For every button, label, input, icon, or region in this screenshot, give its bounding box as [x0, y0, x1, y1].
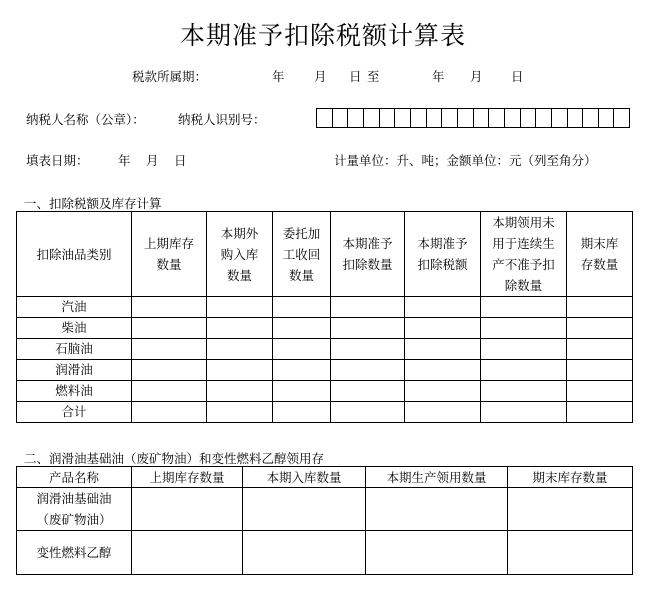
input-cell[interactable]	[405, 297, 481, 318]
row-label-naphtha: 石脑油	[17, 339, 132, 360]
input-cell[interactable]	[132, 381, 207, 402]
fill-date-month: 月	[146, 153, 159, 168]
fill-date-label: 填表日期：	[26, 153, 89, 168]
input-cell[interactable]	[243, 488, 366, 531]
deduction-table	[16, 211, 633, 423]
col-header-prior-stock: 上期库存 数量	[132, 212, 207, 297]
input-cell[interactable]	[567, 297, 633, 318]
input-cell[interactable]	[508, 488, 633, 531]
section1-heading: 一、扣除税额及库存计算	[24, 196, 162, 211]
units-note: 计量单位：升、吨；金额单位：元（列至角分）	[334, 153, 597, 168]
input-cell[interactable]	[405, 360, 481, 381]
input-cell[interactable]	[331, 360, 405, 381]
table-row	[17, 488, 633, 531]
deduction-table-header	[17, 212, 633, 297]
row-label-lubricant: 润滑油	[17, 360, 132, 381]
col-header-consigned: 委托加 工收回 数量	[273, 212, 331, 297]
input-cell[interactable]	[132, 318, 207, 339]
input-cell[interactable]	[132, 297, 207, 318]
table-row	[17, 360, 633, 381]
col-header-purchased: 本期外 购入库 数量	[207, 212, 273, 297]
input-cell[interactable]	[132, 339, 207, 360]
input-cell[interactable]	[207, 381, 273, 402]
table-row	[17, 318, 633, 339]
col-header-prior-stock-qty: 上期库存数量	[132, 467, 243, 488]
section2-heading: 二、润滑油基础油（废矿物油）和变性燃料乙醇领用存	[24, 451, 325, 466]
page-title: 本期准予扣除税额计算表	[179, 21, 466, 50]
base-oil-table-header	[17, 467, 633, 488]
input-cell[interactable]	[508, 531, 633, 575]
period-start-day: 日	[349, 69, 362, 84]
period-label: 税款所属期：	[132, 69, 208, 84]
input-cell[interactable]	[331, 318, 405, 339]
input-cell[interactable]	[567, 402, 633, 423]
period-end-year: 年	[432, 69, 445, 84]
input-cell[interactable]	[481, 297, 567, 318]
input-cell[interactable]	[567, 339, 633, 360]
col-header-oil-category: 扣除油品类别	[17, 212, 132, 297]
row-label-diesel: 柴油	[17, 318, 132, 339]
col-header-deductible-tax: 本期准予 扣除税额	[405, 212, 481, 297]
fill-date-day: 日	[174, 153, 187, 168]
input-cell[interactable]	[405, 339, 481, 360]
base-oil-table	[16, 466, 633, 575]
input-cell[interactable]	[567, 381, 633, 402]
input-cell[interactable]	[273, 381, 331, 402]
fill-date-year: 年	[118, 153, 131, 168]
input-cell[interactable]	[132, 360, 207, 381]
input-cell[interactable]	[567, 360, 633, 381]
input-cell[interactable]	[207, 339, 273, 360]
taxpayer-name-label: 纳税人名称（公章）：	[26, 112, 145, 127]
col-header-non-deductible-qty: 本期领用未 用于连续生 产不准予扣 除数量	[481, 212, 567, 297]
input-cell[interactable]	[207, 360, 273, 381]
input-cell[interactable]	[405, 318, 481, 339]
input-cell[interactable]	[273, 297, 331, 318]
row-label-total: 合计	[17, 402, 132, 423]
input-cell[interactable]	[366, 488, 508, 531]
col-header-product-name: 产品名称	[17, 467, 132, 488]
table-row	[17, 297, 633, 318]
input-cell[interactable]	[331, 297, 405, 318]
input-cell[interactable]	[366, 531, 508, 575]
col-header-deductible-qty: 本期准予 扣除数量	[331, 212, 405, 297]
table-row	[17, 381, 633, 402]
input-cell[interactable]	[243, 531, 366, 575]
col-header-ending-stock: 期末库 存数量	[567, 212, 633, 297]
input-cell[interactable]	[481, 381, 567, 402]
table-row	[17, 339, 633, 360]
input-cell[interactable]	[405, 402, 481, 423]
input-cell[interactable]	[273, 318, 331, 339]
col-header-production-use-qty: 本期生产领用数量	[366, 467, 508, 488]
period-end-day: 日	[511, 69, 524, 84]
input-cell[interactable]	[132, 402, 207, 423]
input-cell[interactable]	[207, 402, 273, 423]
input-cell[interactable]	[273, 360, 331, 381]
taxpayer-id-label: 纳税人识别号：	[178, 112, 266, 127]
period-start-month: 月	[314, 69, 327, 84]
row-label-denatured-ethanol: 变性燃料乙醇	[17, 531, 132, 575]
input-cell[interactable]	[331, 339, 405, 360]
input-cell[interactable]	[207, 318, 273, 339]
row-label-base-oil: 润滑油基础油 （废矿物油）	[17, 488, 132, 531]
col-header-inbound-qty: 本期入库数量	[243, 467, 366, 488]
input-cell[interactable]	[481, 360, 567, 381]
period-to: 至	[367, 69, 380, 84]
table-row	[17, 531, 633, 575]
input-cell[interactable]	[207, 297, 273, 318]
period-start-year: 年	[272, 69, 285, 84]
input-cell[interactable]	[481, 318, 567, 339]
input-cell[interactable]	[331, 402, 405, 423]
input-cell[interactable]	[567, 318, 633, 339]
col-header-ending-stock-qty: 期末库存数量	[508, 467, 633, 488]
taxpayer-id-boxes[interactable]	[316, 108, 630, 128]
input-cell[interactable]	[481, 402, 567, 423]
input-cell[interactable]	[481, 339, 567, 360]
input-cell[interactable]	[273, 339, 331, 360]
table-row	[17, 402, 633, 423]
row-label-fuel-oil: 燃料油	[17, 381, 132, 402]
input-cell[interactable]	[132, 531, 243, 575]
row-label-gasoline: 汽油	[17, 297, 132, 318]
input-cell[interactable]	[331, 381, 405, 402]
input-cell[interactable]	[405, 381, 481, 402]
period-end-month: 月	[470, 69, 483, 84]
input-cell[interactable]	[132, 488, 243, 531]
input-cell[interactable]	[273, 402, 331, 423]
